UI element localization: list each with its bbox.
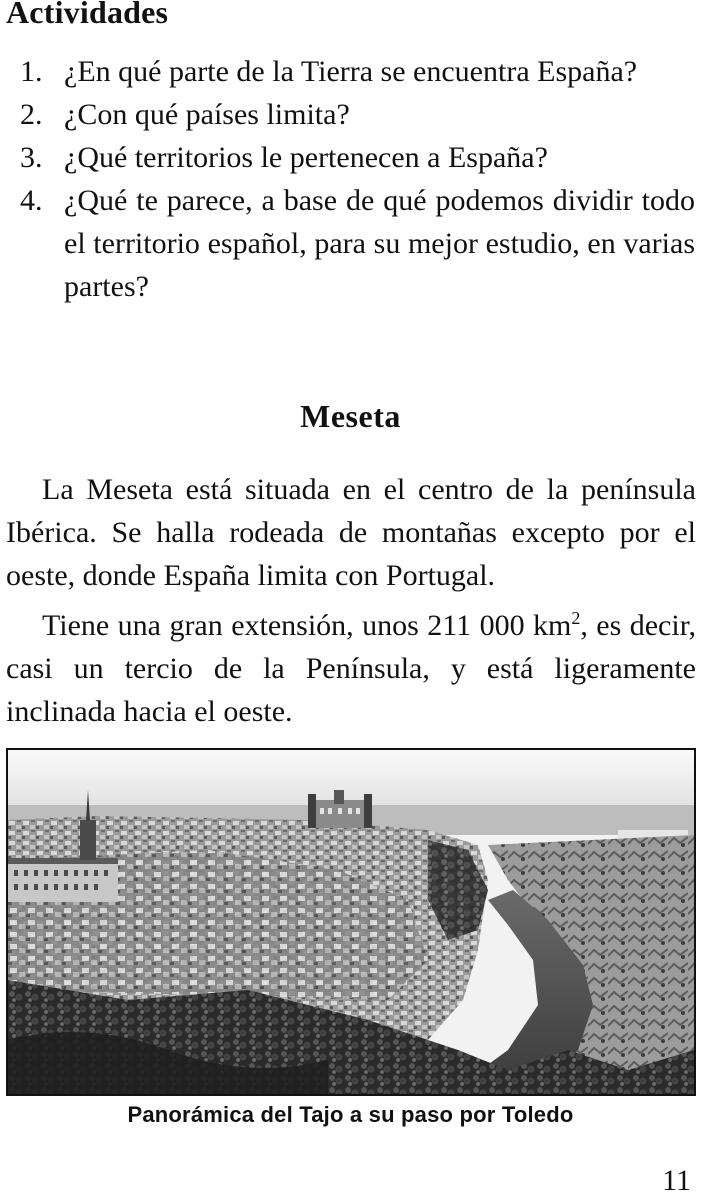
photo-illustration [8, 750, 694, 1094]
activity-number: 2. [20, 98, 43, 131]
paragraph-extension [6, 597, 696, 733]
activities-list [0, 50, 701, 308]
activity-text: ¿En qué parte de la Tierra se encuentra España? [64, 55, 638, 88]
section-body [6, 468, 696, 733]
toledo-panorama-photo [6, 748, 696, 1096]
photo-caption: Panorámica del Tajo a su paso por Toledo [127, 1102, 574, 1127]
activity-text: ¿Qué te parece, a base de qué podemos dividir todo el territorio español, para su mejor estudio, en varias partes? [64, 184, 695, 303]
activity-text: ¿Con qué países limita? [64, 98, 350, 131]
activity-item-2 [0, 93, 701, 136]
activity-item-1 [0, 50, 701, 93]
unit-superscript: 2 [571, 608, 581, 628]
activity-number: 1. [20, 55, 43, 88]
section-title: Meseta [300, 398, 401, 434]
activity-text: ¿Qué territorios le pertenecen a España? [64, 141, 548, 174]
extension-text-continued: , es decir, casi un tercio de la Península, y está ligeramente inclinada hacia el oeste. [6, 609, 696, 728]
extension-text: Tiene una gran extensión, unos 211 000 km [42, 609, 572, 642]
activity-item-4 [0, 179, 701, 308]
activities-heading: Actividades [6, 0, 169, 30]
activity-number: 3. [20, 141, 43, 174]
activity-item-3 [0, 136, 701, 179]
page-number: 11 [662, 1164, 691, 1197]
activity-number: 4. [20, 184, 43, 217]
paragraph-location: La Meseta está situada en el centro de la península Ibérica. Se halla rodeada de montañas excepto por el oeste, donde España limita con Portugal. [6, 473, 696, 592]
